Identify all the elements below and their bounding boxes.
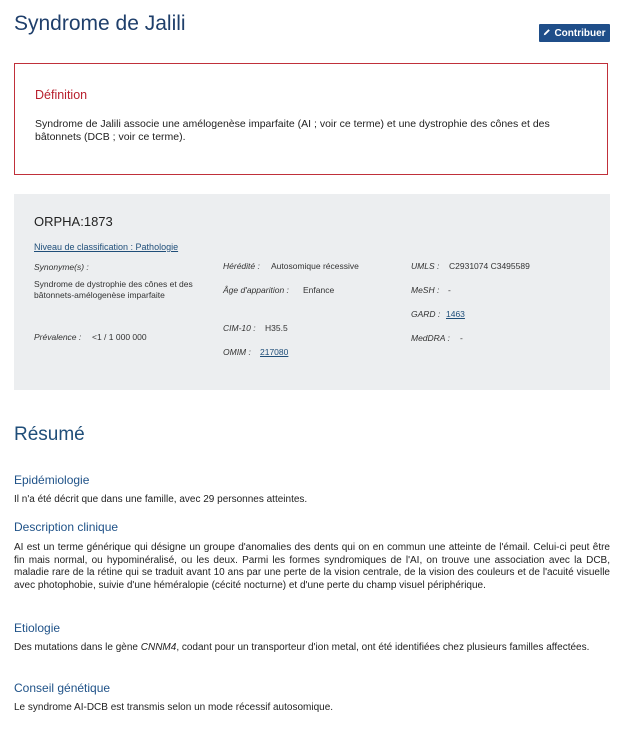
definition-text: Syndrome de Jalili associe une amélogenèse imparfaite (AI ; voir ce terme) et une dystrophie des cônes et des bâtonnets (DCB ; voir ce terme). [35,118,550,143]
mesh-key: MeSH : [411,285,440,295]
epidemiology-heading: Epidémiologie [14,473,90,487]
definition-box [14,63,608,175]
contribute-label: Contribuer [554,27,606,39]
gard-link[interactable]: 1463 [446,309,465,319]
onset-value: Enfance [303,285,335,295]
icd10-key: CIM-10 : [223,323,256,333]
prevalence-value: <1 / 1 000 000 [92,332,147,342]
synonyms-value: Syndrome de dystrophie des cônes et des bâtonnets-amélogenèse imparfaite [34,279,193,300]
meddra-value: - [460,333,463,343]
gard-key: GARD : [411,309,441,319]
heredity-key: Hérédité : [223,261,260,271]
contribute-button[interactable] [539,24,610,42]
pencil-icon [543,28,551,39]
orpha-code: ORPHA:1873 [34,214,113,229]
prevalence-key: Prévalence : [34,332,82,342]
synonyms-key: Synonyme(s) : [34,262,89,272]
omim-link[interactable]: 217080 [260,347,289,357]
clinical-description-heading: Description clinique [14,520,119,534]
definition-label: Définition [35,88,88,102]
gene-name: CNNM4 [140,642,177,653]
info-panel [14,194,610,390]
genetic-counseling-text: Le syndrome AI-DCB est transmis selon un mode récessif autosomique. [14,702,334,713]
epidemiology-text: Il n'a été décrit que dans une famille, avec 29 personnes atteintes. [14,494,308,505]
genetic-counseling-heading: Conseil génétique [14,681,111,695]
clinical-description-text: AI est un terme générique qui désigne un groupe d'anomalies des dents qui on en commun une atteinte de l'émail. Celui-ci peut être fin mais normal, ou hypominéralisé, ou les deux. Parmi les formes syndromiques de l'AI, on trouve une association avec la DCB, maladie rare de la rétine qui se traduit avant 10 ans par une perte de la vision centrale, de la vision des couleurs et de l'acuité visuelle avec photophobie, suivie d'une héméralopie (cécité nocturne) et d'une perte du champ visuel périphérique. [14,542,610,591]
page-title: Syndrome de Jalili [14,12,186,35]
umls-value: C2931074 C3495589 [449,261,530,271]
omim-key: OMIM : [223,347,251,357]
etiology-heading: Etiologie [14,621,61,635]
mesh-value: - [448,285,451,295]
umls-key: UMLS : [411,261,440,271]
etiology-text-part: , codant pour un transporteur d'ion metal, ont été identifiées chez plusieurs familles affectées. [176,642,590,653]
meddra-key: MedDRA : [411,333,450,343]
heredity-value: Autosomique récessive [271,261,359,271]
icd10-value: H35.5 [265,323,288,333]
etiology-text-part: Des mutations dans le gène [14,642,141,653]
summary-heading: Résumé [14,424,85,445]
classification-link[interactable]: Niveau de classification : Pathologie [34,242,179,252]
onset-key: Âge d'apparition : [223,285,289,295]
etiology-text [14,642,610,655]
